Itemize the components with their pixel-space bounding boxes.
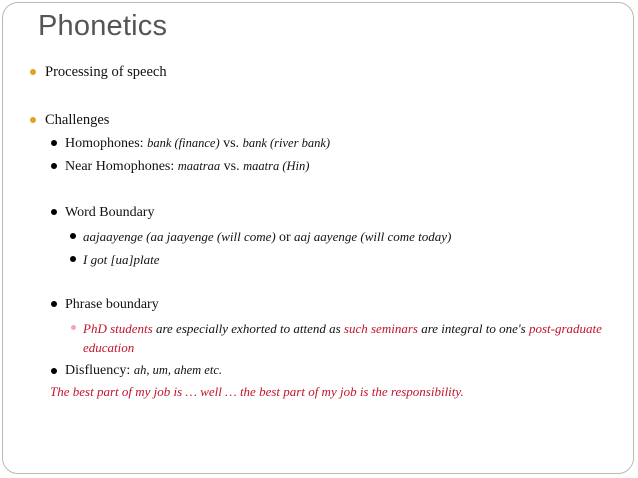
near-homophones-example-2: maatra (Hin) [243, 159, 310, 173]
phrase-text-1: are especially exhorted to attend as [152, 321, 344, 336]
vs-text: vs. [223, 159, 240, 174]
word-boundary-example-1 [83, 228, 451, 246]
or-text: or [279, 230, 291, 245]
bullet-homophones [65, 135, 330, 152]
disfluency-example: ah, um, ahem etc. [133, 363, 222, 377]
phrase-boundary-example [83, 319, 603, 357]
bullet-icon [30, 117, 36, 123]
bullet-icon [51, 301, 57, 307]
near-homophones-label: Near Homophones: [65, 159, 175, 174]
phrase-text-2: are integral to one's [417, 321, 529, 336]
wb-example-c: I got [ua]plate [83, 252, 160, 267]
bullet-phrase-boundary: Phrase boundary [65, 297, 159, 312]
bullet-disfluency [65, 362, 222, 379]
vs-text: vs. [223, 136, 240, 151]
closing-text: The best part of my job is … well … the best part of my job is the responsibility. [50, 384, 464, 399]
bullet-icon [70, 233, 76, 239]
highlight-education: education [83, 340, 135, 355]
bullet-icon [70, 256, 76, 262]
bullet-word-boundary: Word Boundary [65, 205, 155, 220]
bullet-icon [51, 140, 57, 146]
disfluency-label: Disfluency: [65, 363, 131, 378]
word-boundary-example-2 [83, 251, 160, 268]
highlight-phd-students: PhD students [83, 321, 153, 336]
homophones-example-2: bank (river bank) [242, 136, 331, 150]
highlight-post-graduate: post-graduate [528, 321, 602, 336]
bullet-icon [30, 69, 36, 75]
highlight-such-seminars: such seminars [343, 321, 418, 336]
near-homophones-example-1: maatraa [177, 159, 221, 173]
slide-title: Phonetics [38, 10, 168, 42]
homophones-label: Homophones: [65, 136, 144, 151]
bullet-near-homophones [65, 158, 309, 175]
bullet-challenges: Challenges [45, 112, 110, 128]
closing-example [50, 383, 464, 400]
bullet-icon [71, 325, 76, 330]
homophones-example-1: bank (finance) [147, 136, 220, 150]
bullet-processing-of-speech: Processing of speech [45, 64, 167, 80]
bullet-icon [51, 163, 57, 169]
bullet-icon [51, 368, 57, 374]
wb-example-b: aaj aayenge (will come today) [293, 229, 452, 244]
bullet-icon [51, 209, 57, 215]
wb-example-a: aajaayenge (aa jaayenge (will come) [83, 229, 276, 244]
